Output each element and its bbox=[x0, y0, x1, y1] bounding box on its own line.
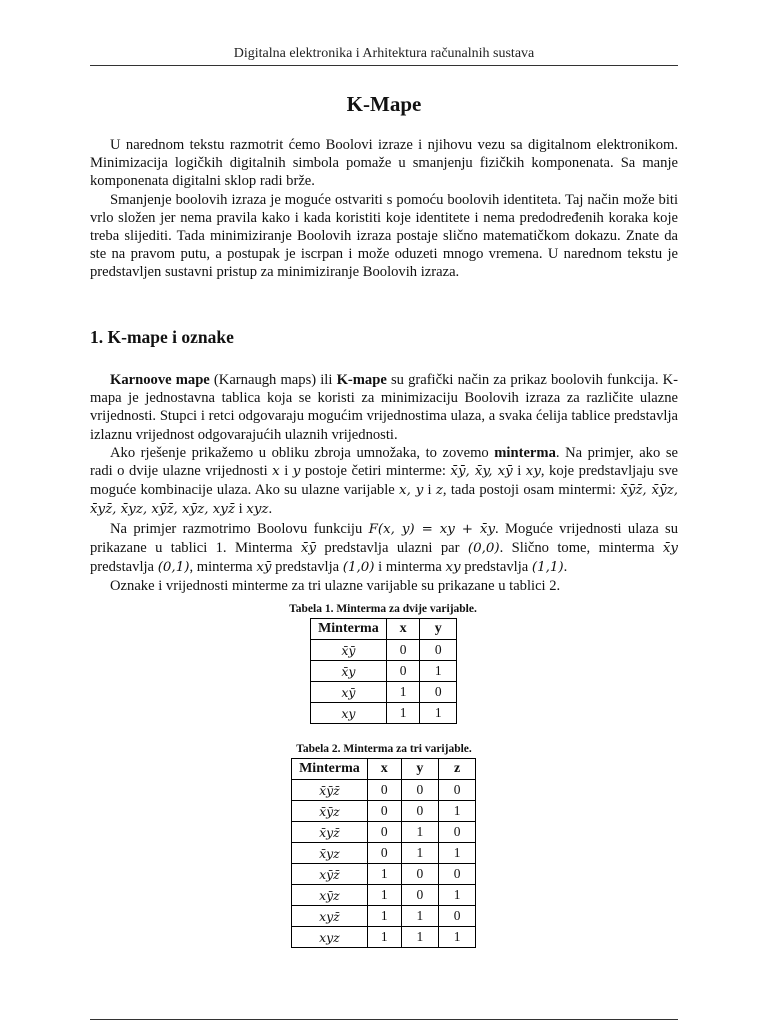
minterm-table-2-vars bbox=[310, 618, 457, 724]
value-cell: 0 bbox=[420, 640, 457, 661]
intro-text bbox=[90, 136, 678, 282]
table-row bbox=[311, 661, 457, 682]
minterm-cell: xȳ bbox=[311, 682, 387, 703]
math-minterm-xyz: xyz bbox=[246, 502, 269, 518]
value-cell: 1 bbox=[367, 906, 401, 927]
value-cell: 1 bbox=[401, 822, 439, 843]
value-cell: 0 bbox=[401, 801, 439, 822]
section-paragraph-4: Oznake i vrijednosti minterme za tri ulazne varijable su prikazane u tablici 2. bbox=[110, 578, 561, 595]
value-cell: 0 bbox=[367, 780, 401, 801]
table-2-caption: Tabela 2. Minterma za tri varijable. bbox=[296, 743, 472, 755]
value-cell: 0 bbox=[386, 640, 420, 661]
value-cell: 0 bbox=[401, 864, 439, 885]
column-header: x bbox=[386, 619, 420, 640]
column-header: Minterma bbox=[311, 619, 387, 640]
table-header-row bbox=[292, 759, 476, 780]
table-header-row bbox=[311, 619, 457, 640]
math-minterm-list-3: x̄ȳz̄, x̄ȳz, x̄yz̄, x̄yz, xȳz̄, xȳz, xyz̄ bbox=[90, 483, 678, 518]
section-paragraph-1: Karnoove mape (Karnaugh maps) ili K-mape su grafički način za prikaz boolovih funkcija. K-mapa je jednostavna tablica koja se koristi za minimizaciju Boolovih izraza za različite ulazne vrijednosti. Stupci i retci odgovaraju mogućim vrijednostima ulaza, a svaka ćelija tablice predstavlja izlaznu vrijednost odgovarajućih ulaznih vrijednosti. bbox=[90, 372, 678, 443]
math-function: F(x, y) = xy + x̄y bbox=[368, 521, 496, 537]
value-cell: 1 bbox=[367, 864, 401, 885]
value-cell: 1 bbox=[439, 885, 476, 906]
math-vars-xy: x, y bbox=[399, 483, 424, 499]
value-cell: 0 bbox=[367, 801, 401, 822]
value-cell: 1 bbox=[386, 682, 420, 703]
value-cell: 0 bbox=[386, 661, 420, 682]
footer-rule bbox=[90, 1019, 678, 1020]
math-pair-4: (1,1) bbox=[531, 560, 564, 576]
table-row bbox=[311, 682, 457, 703]
math-var-x: x bbox=[272, 464, 280, 480]
intro-paragraph-2: Smanjenje boolovih izraza je moguće ostvariti s pomoću boolovih identiteta. Taj način može biti vrlo složen jer nema pravila kako i kada koristiti koje identitete i nema predodređenih koraka koje treba slijediti. Tada minimiziranje Boolovih izraza postaje slično matematičkom dokazu. Znate da ste na pravom putu, a postupak je iscrpan i može oduzeti mnogo vremena. U narednom tekstu je predstavljen sustavni pristup za minimiziranje Boolovih izraza. bbox=[90, 191, 678, 281]
value-cell: 0 bbox=[439, 822, 476, 843]
column-header: y bbox=[420, 619, 457, 640]
value-cell: 0 bbox=[420, 682, 457, 703]
intro-paragraph-1: U narednom tekstu razmotrit ćemo Boolovi izraze i njihovu vezu sa digitalnom elektronikom. Minimizacija logičkih digitalnih simbola pomaže u smanjenju fizičkih komponenata. Sa manje komponenata digitalni sklop radi brže. bbox=[90, 137, 678, 190]
column-header: Minterma bbox=[292, 759, 368, 780]
minterm-cell: xȳz̄ bbox=[292, 864, 368, 885]
table-row bbox=[292, 885, 476, 906]
table-row bbox=[292, 927, 476, 948]
math-pair-3: (1,0) bbox=[342, 560, 375, 576]
table-row bbox=[292, 780, 476, 801]
column-header: z bbox=[439, 759, 476, 780]
section-paragraph-2: Ako rješenje prikažemo u obliku zbroja umnožaka, to zovemo minterma. Na primjer, ako se radi o dvije ulazne vrijednosti x i y postoje četiri minterme: x̄ȳ, x̄y, xȳ i xy, koje predstavljaju sve moguće kombinacije ulaza. Ako su ulazne varijable x, y i z, tada postoji osam mintermi: x̄ȳz̄, x̄ȳz, x̄yz̄, x̄yz, xȳz̄, xȳz, xyz̄ i xyz. bbox=[90, 444, 678, 518]
minterm-cell: xȳz bbox=[292, 885, 368, 906]
value-cell: 0 bbox=[367, 822, 401, 843]
value-cell: 1 bbox=[401, 843, 439, 864]
table-row bbox=[292, 906, 476, 927]
minterm-cell: xy bbox=[311, 703, 387, 724]
math-minterm-1: x̄ȳ bbox=[300, 540, 317, 556]
value-cell: 1 bbox=[439, 801, 476, 822]
math-var-y: y bbox=[292, 464, 301, 480]
minterm-cell: x̄ȳ bbox=[311, 640, 387, 661]
table-row bbox=[292, 801, 476, 822]
math-minterm-xy: xy bbox=[525, 464, 541, 480]
value-cell: 1 bbox=[367, 885, 401, 906]
value-cell: 1 bbox=[420, 703, 457, 724]
minterm-cell: xyz̄ bbox=[292, 906, 368, 927]
minterm-table-3-vars bbox=[291, 758, 476, 948]
value-cell: 0 bbox=[439, 780, 476, 801]
section-text bbox=[90, 371, 678, 595]
minterm-cell: x̄yz̄ bbox=[292, 822, 368, 843]
math-pair-1: (0,0) bbox=[467, 540, 500, 556]
value-cell: 1 bbox=[401, 927, 439, 948]
value-cell: 1 bbox=[401, 906, 439, 927]
running-header: Digitalna elektronika i Arhitektura računalnih sustava bbox=[90, 46, 678, 66]
section-paragraph-3: Na primjer razmotrimo Boolovu funkciju F(x, y) = xy + x̄y. Moguće vrijednosti ulaza su prikazane u tablici 1. Minterma x̄ȳ predstavlja ulazni par (0,0). Slično tome, minterma x̄y predstavlja (0,1), minterma xȳ predstavlja (1,0) i minterma xy predstavlja (1,1). bbox=[90, 520, 678, 576]
column-header: x bbox=[367, 759, 401, 780]
value-cell: 1 bbox=[439, 927, 476, 948]
math-minterm-list-2: x̄ȳ, x̄y, xȳ bbox=[450, 464, 513, 480]
value-cell: 1 bbox=[420, 661, 457, 682]
table-row bbox=[311, 640, 457, 661]
table-row bbox=[292, 864, 476, 885]
minterm-cell: xyz bbox=[292, 927, 368, 948]
table-1-caption: Tabela 1. Minterma za dvije varijable. bbox=[289, 603, 477, 615]
value-cell: 1 bbox=[386, 703, 420, 724]
minterm-cell: x̄y bbox=[311, 661, 387, 682]
value-cell: 1 bbox=[439, 843, 476, 864]
table-row bbox=[311, 703, 457, 724]
minterm-cell: x̄ȳz̄ bbox=[292, 780, 368, 801]
term-minterm: minterma bbox=[494, 444, 556, 461]
value-cell: 0 bbox=[401, 780, 439, 801]
math-minterm-3: xȳ bbox=[256, 560, 272, 576]
section-heading: 1. K-mape i oznake bbox=[90, 327, 234, 347]
value-cell: 0 bbox=[367, 843, 401, 864]
value-cell: 0 bbox=[401, 885, 439, 906]
column-header: y bbox=[401, 759, 439, 780]
minterm-cell: x̄yz bbox=[292, 843, 368, 864]
minterm-cell: x̄ȳz bbox=[292, 801, 368, 822]
math-minterm-4: xy bbox=[445, 560, 461, 576]
math-pair-2: (0,1) bbox=[157, 560, 190, 576]
page-title: K-Mape bbox=[346, 92, 422, 116]
math-minterm-2: x̄y bbox=[662, 540, 678, 556]
table-row bbox=[292, 822, 476, 843]
table-row bbox=[292, 843, 476, 864]
term-karnaugh-maps: Karnoove mape bbox=[110, 372, 210, 388]
value-cell: 0 bbox=[439, 864, 476, 885]
term-k-maps: K-mape bbox=[336, 372, 387, 388]
math-var-z: z bbox=[435, 483, 443, 499]
value-cell: 1 bbox=[367, 927, 401, 948]
value-cell: 0 bbox=[439, 906, 476, 927]
